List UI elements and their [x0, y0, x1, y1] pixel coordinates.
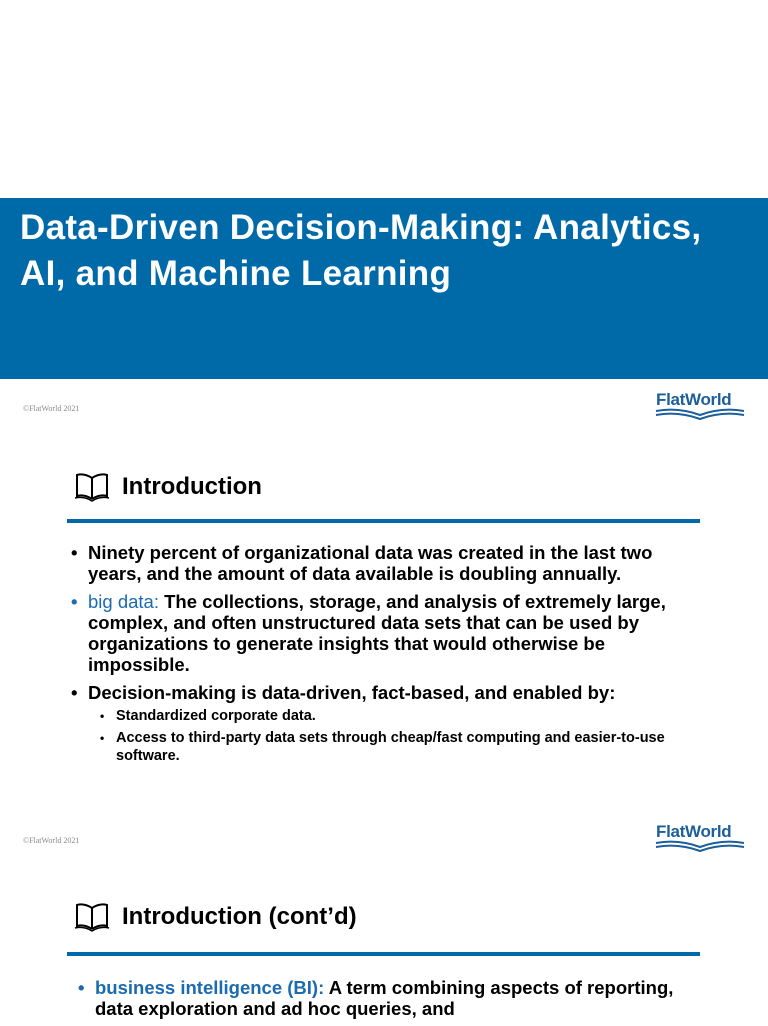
- flatworld-logo-icon: [654, 408, 746, 422]
- flatworld-logo-icon: [654, 840, 746, 854]
- flatworld-logo: [654, 390, 746, 426]
- bullet-text: Ninety percent of organizational data was created in the last two years, and the amount of data available is doubling annually.: [88, 542, 653, 584]
- flatworld-logo: [654, 822, 746, 858]
- bullet-text: Decision-making is data-driven, fact-based, and enabled by:: [88, 682, 616, 703]
- heading-text: Introduction (cont’d): [122, 903, 357, 930]
- slide-title: Data-Driven Decision-Making: Analytics, AI, and Machine Learning: [20, 208, 702, 293]
- bullet-list: [70, 542, 710, 772]
- heading-text: Introduction: [122, 473, 262, 500]
- logo-text: FlatWorld: [656, 390, 732, 409]
- key-term: business intelligence (BI):: [95, 977, 325, 998]
- book-icon: [74, 472, 110, 502]
- sub-bullet-list: [88, 707, 710, 765]
- copyright-text: ©FlatWorld 2021: [23, 836, 80, 845]
- bullet-item: [70, 542, 710, 584]
- bullet-item-definition: [77, 977, 707, 1019]
- copyright-text: ©FlatWorld 2021: [23, 404, 80, 413]
- heading-divider: [67, 952, 700, 956]
- key-term: big data:: [88, 591, 159, 612]
- bullet-item: [70, 682, 710, 765]
- heading-divider: [67, 519, 700, 523]
- bullet-item-definition: [70, 591, 710, 675]
- section-heading: [74, 902, 357, 932]
- bullet-list: [77, 977, 707, 1026]
- section-heading: [74, 472, 262, 502]
- sub-bullet-item: • Standardized corporate data.: [88, 707, 710, 725]
- book-icon: [74, 902, 110, 932]
- bullet-text: The collections, storage, and analysis of extremely large, complex, and often unstructured data sets that can be used by organizations to generate insights that would otherwise be impossible.: [88, 591, 666, 675]
- bullet-text: A term combining aspects of reporting, data exploration and ad hoc queries, and: [95, 977, 674, 1019]
- sub-bullet-item: • Access to third-party data sets through cheap/fast computing and easier-to-use software.: [88, 729, 710, 765]
- logo-text: FlatWorld: [656, 822, 732, 841]
